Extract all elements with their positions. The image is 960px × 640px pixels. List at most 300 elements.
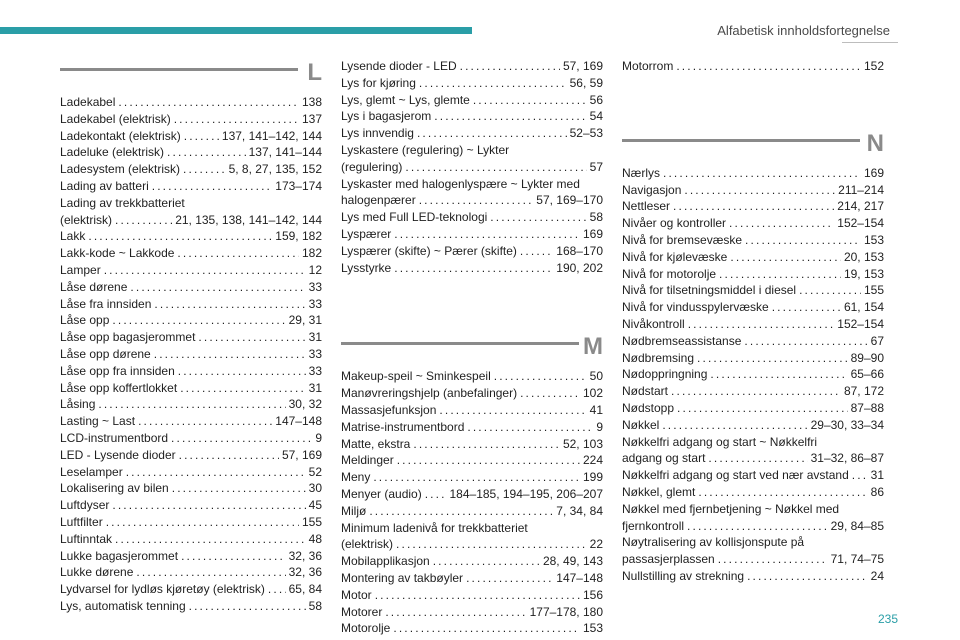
entry-row xyxy=(341,125,603,142)
entry-term: Lys, glemt ~ Lys, glemte xyxy=(341,92,470,107)
column-1 xyxy=(60,58,322,615)
entry-row xyxy=(341,469,603,486)
index-entry xyxy=(341,385,603,402)
entry-term: Nødbremseassistanse xyxy=(622,333,742,348)
entry-term: Nivå for bremsevæske xyxy=(622,232,743,247)
index-entry xyxy=(622,467,884,484)
entry-term: LCD-instrumentbord xyxy=(60,430,169,445)
dot-leader xyxy=(663,165,861,182)
dot-leader xyxy=(434,108,586,125)
dot-leader xyxy=(772,299,841,316)
entry-page-ref: 20, 153 xyxy=(843,249,884,264)
entry-term: Lakk-kode ~ Lakkode xyxy=(60,246,175,261)
entry-term: Låse dørene xyxy=(60,279,128,294)
entry-page-ref: 45 xyxy=(308,498,322,513)
dot-leader xyxy=(393,620,580,637)
dot-leader xyxy=(115,212,172,229)
index-entry xyxy=(341,125,603,142)
entry-term: Lys innvendig xyxy=(341,126,414,141)
index-list-n xyxy=(622,165,884,585)
entry-term: Luftdyser xyxy=(60,498,110,513)
dot-leader xyxy=(167,144,246,161)
entry-term: Lysende dioder - LED xyxy=(341,59,457,73)
section-rule xyxy=(622,139,860,142)
entry-page-ref: 67 xyxy=(870,333,884,348)
dot-leader xyxy=(118,94,299,111)
entry-row xyxy=(622,182,884,199)
entry-row xyxy=(341,402,603,419)
entry-row xyxy=(341,243,603,260)
dot-leader xyxy=(115,531,306,548)
entry-page-ref: 48 xyxy=(308,531,322,546)
entry-page-ref: 155 xyxy=(301,514,322,529)
entry-page-ref: 52–53 xyxy=(569,126,603,141)
entry-row xyxy=(60,111,322,128)
dot-leader xyxy=(178,363,306,380)
entry-term: Nivå for tilsetningsmiddel i diesel xyxy=(622,283,797,298)
entry-term: Ladesystem (elektrisk) xyxy=(60,162,181,177)
entry-page-ref: 9 xyxy=(596,419,603,434)
dot-leader xyxy=(688,316,835,333)
dot-leader xyxy=(419,192,534,209)
column-2 xyxy=(341,58,603,637)
entry-page-ref: 57 xyxy=(589,159,603,174)
entry-row xyxy=(622,249,884,266)
dot-leader xyxy=(396,536,587,553)
entry-term: Matrise-instrumentbord xyxy=(341,419,465,434)
entry-page-ref: 31–32, 86–87 xyxy=(810,451,884,466)
dot-leader xyxy=(112,497,305,514)
dot-leader xyxy=(673,198,834,215)
entry-page-ref: 87, 172 xyxy=(843,384,884,399)
dot-leader xyxy=(745,232,861,249)
entry-row xyxy=(60,598,322,615)
dot-leader xyxy=(710,366,847,383)
index-entry xyxy=(341,520,603,554)
entry-page-ref: 211–214 xyxy=(838,182,884,197)
section-header-l xyxy=(60,58,322,90)
entry-term: Luftinntak xyxy=(60,531,113,546)
entry-term: Lukke dørene xyxy=(60,565,134,580)
entry-row xyxy=(341,486,603,503)
entry-term: Manøvreringshjelp (anbefalinger) xyxy=(341,386,518,401)
entry-row xyxy=(622,333,884,350)
dot-leader xyxy=(698,484,867,501)
dot-leader xyxy=(662,417,807,434)
entry-row xyxy=(341,436,603,453)
index-entry xyxy=(60,312,322,329)
entry-term: Ladekabel (elektrisk) xyxy=(60,111,171,126)
index-entry xyxy=(341,58,603,75)
entry-page-ref: 138 xyxy=(301,95,322,109)
dot-leader xyxy=(799,282,861,299)
index-entry xyxy=(60,581,322,598)
index-entry xyxy=(622,299,884,316)
dot-leader xyxy=(520,243,553,260)
section-rule xyxy=(60,68,298,71)
entry-page-ref: 152 xyxy=(863,59,884,73)
entry-row xyxy=(60,94,322,111)
section-header-m xyxy=(341,332,603,364)
entry-page-ref: 9 xyxy=(315,430,322,445)
entry-page-ref: 87–88 xyxy=(850,400,884,415)
index-entry xyxy=(341,92,603,109)
dot-leader xyxy=(490,209,586,226)
section-spacer xyxy=(622,75,884,129)
index-entry xyxy=(60,564,322,581)
dot-leader xyxy=(684,182,835,199)
index-entry xyxy=(341,402,603,419)
entry-row xyxy=(622,366,884,383)
entry-term: Ladekabel xyxy=(60,95,116,109)
entry-term: Luftfilter xyxy=(60,514,103,529)
entry-row xyxy=(60,245,322,262)
entry-page-ref: 89–90 xyxy=(850,350,884,365)
entry-page-ref: 19, 153 xyxy=(843,266,884,281)
entry-row xyxy=(622,299,884,316)
entry-row xyxy=(341,604,603,621)
entry-page-ref: 199 xyxy=(582,470,603,485)
entry-page-ref: 50 xyxy=(589,369,603,384)
column-3 xyxy=(622,58,884,585)
index-entry xyxy=(341,553,603,570)
entry-term-line: Nøkkel med fjernbetjening ~ Nøkkel med xyxy=(622,501,840,516)
dot-leader xyxy=(179,447,279,464)
entry-row xyxy=(60,279,322,296)
entry-row xyxy=(622,165,884,182)
entry-page-ref: 156 xyxy=(582,587,603,602)
entry-term: Motor xyxy=(341,587,372,602)
section-rule xyxy=(341,342,579,345)
dot-leader xyxy=(744,333,867,350)
entry-page-ref: 169 xyxy=(863,165,884,180)
entry-page-ref: 155 xyxy=(863,283,884,298)
entry-term-line: Lyskastere (regulering) ~ Lykter xyxy=(341,142,510,157)
index-entry xyxy=(622,350,884,367)
index-entry xyxy=(622,198,884,215)
dot-leader xyxy=(413,436,560,453)
entry-page-ref: 30 xyxy=(308,481,322,496)
entry-term: Nærlys xyxy=(622,165,660,180)
entry-row xyxy=(60,228,322,245)
entry-row xyxy=(60,380,322,397)
index-entry xyxy=(622,182,884,199)
entry-page-ref: 147–148 xyxy=(275,414,322,429)
entry-term: Låse opp bagasjerommet xyxy=(60,330,196,345)
entry-page-ref: 152–154 xyxy=(837,216,884,231)
index-entry xyxy=(622,316,884,333)
entry-page-ref: 33 xyxy=(308,363,322,378)
entry-page-ref: 21, 135, 138, 141–142, 144 xyxy=(175,212,322,227)
entry-term: Miljø xyxy=(341,503,367,518)
entry-page-ref: 159, 182 xyxy=(275,229,322,244)
entry-page-ref: 54 xyxy=(589,109,603,124)
dot-leader xyxy=(136,564,285,581)
entry-row xyxy=(341,260,603,277)
entry-row xyxy=(622,383,884,400)
entry-row xyxy=(341,620,603,637)
entry-row xyxy=(622,316,884,333)
dot-leader xyxy=(373,469,580,486)
entry-row xyxy=(60,413,322,430)
index-entry xyxy=(341,436,603,453)
index-entry xyxy=(60,144,322,161)
entry-term: (elektrisk) xyxy=(60,212,113,227)
entry-page-ref: 71, 74–75 xyxy=(830,552,884,567)
entry-page-ref: 58 xyxy=(308,598,322,613)
entry-page-ref: 137, 141–142, 144 xyxy=(221,128,322,143)
index-entry xyxy=(60,245,322,262)
entry-page-ref: 29, 31 xyxy=(288,313,322,328)
entry-page-ref: 32, 36 xyxy=(288,565,322,580)
page-number: 235 xyxy=(877,612,898,626)
dot-leader xyxy=(130,279,305,296)
dot-leader xyxy=(708,450,807,467)
entry-page-ref: 29, 84–85 xyxy=(830,518,884,533)
entry-row xyxy=(341,419,603,436)
index-entry xyxy=(622,165,884,182)
dot-leader xyxy=(154,346,306,363)
entry-row xyxy=(60,363,322,380)
index-entry xyxy=(341,452,603,469)
entry-row xyxy=(341,209,603,226)
entry-page-ref: 57, 169 xyxy=(281,447,322,462)
entry-page-ref: 57, 169 xyxy=(562,59,603,73)
entry-page-ref: 29–30, 33–34 xyxy=(810,417,884,432)
entry-row xyxy=(622,450,884,467)
entry-row xyxy=(341,226,603,243)
entry-page-ref: 12 xyxy=(308,262,322,277)
index-entry xyxy=(622,366,884,383)
entry-term: Lys for kjøring xyxy=(341,75,416,90)
entry-page-ref: 214, 217 xyxy=(837,199,884,214)
entry-term: Ladekontakt (elektrisk) xyxy=(60,128,181,143)
entry-term: Nødstopp xyxy=(622,400,675,415)
entry-page-ref: 58 xyxy=(589,210,603,225)
entry-term: Lys, automatisk tenning xyxy=(60,598,186,613)
entry-row xyxy=(60,480,322,497)
entry-page-ref: 22 xyxy=(589,537,603,552)
entry-row xyxy=(622,215,884,232)
dot-leader xyxy=(112,312,285,329)
dot-leader xyxy=(177,245,299,262)
dot-leader xyxy=(730,249,841,266)
entry-page-ref: 65–66 xyxy=(850,367,884,382)
entry-term: Menyer (audio) xyxy=(341,486,422,501)
entry-page-ref: 33 xyxy=(308,346,322,361)
entry-row xyxy=(622,551,884,568)
dot-leader xyxy=(171,430,312,447)
entry-page-ref: 31 xyxy=(870,468,884,483)
index-entry xyxy=(622,534,884,568)
entry-row xyxy=(622,417,884,434)
entry-term-line: Minimum ladenivå for trekkbatteriet xyxy=(341,520,528,535)
index-entry xyxy=(622,484,884,501)
entry-row xyxy=(341,385,603,402)
entry-term: Lamper xyxy=(60,262,101,277)
entry-row xyxy=(622,266,884,283)
entry-page-ref: 102 xyxy=(582,386,603,401)
entry-row xyxy=(60,396,322,413)
entry-page-ref: 52, 103 xyxy=(562,436,603,451)
index-entry xyxy=(622,266,884,283)
entry-page-ref: 52 xyxy=(308,464,322,479)
entry-row xyxy=(60,430,322,447)
index-entry xyxy=(341,176,603,210)
index-entry xyxy=(341,260,603,277)
entry-row xyxy=(622,484,884,501)
entry-row xyxy=(341,570,603,587)
dot-leader xyxy=(460,58,560,75)
dot-leader xyxy=(467,419,593,436)
entry-term: Lading av batteri xyxy=(60,178,149,193)
entry-page-ref: 173–174 xyxy=(275,178,322,193)
dot-leader xyxy=(520,385,580,402)
entry-row xyxy=(622,232,884,249)
dot-leader xyxy=(671,383,841,400)
dot-leader xyxy=(747,568,868,585)
dot-leader xyxy=(394,260,553,277)
index-entry xyxy=(60,94,322,111)
index-entry xyxy=(60,329,322,346)
entry-term: Nivå for vindusspylervæske xyxy=(622,300,769,315)
index-entry xyxy=(60,178,322,195)
entry-term: Motorolje xyxy=(341,621,391,636)
dot-leader xyxy=(729,215,834,232)
index-entry xyxy=(341,209,603,226)
entry-term: Lyspærer xyxy=(341,226,392,241)
entry-page-ref: 137, 141–144 xyxy=(248,145,322,160)
index-entry xyxy=(341,108,603,125)
entry-row xyxy=(341,75,603,92)
dot-leader xyxy=(375,587,580,604)
index-list-l xyxy=(60,94,322,615)
index-entry xyxy=(341,469,603,486)
index-entry xyxy=(60,380,322,397)
entry-row xyxy=(341,108,603,125)
dot-leader xyxy=(369,503,553,520)
entry-page-ref: 33 xyxy=(308,279,322,294)
entry-row xyxy=(341,452,603,469)
entry-page-ref: 86 xyxy=(870,484,884,499)
index-entry xyxy=(622,417,884,434)
dot-leader xyxy=(184,128,219,145)
index-entry xyxy=(341,570,603,587)
index-entry xyxy=(60,128,322,145)
entry-row xyxy=(341,553,603,570)
entry-row xyxy=(60,296,322,313)
entry-page-ref: 65, 84 xyxy=(288,582,322,597)
header-rule xyxy=(842,42,898,43)
entry-row xyxy=(341,536,603,553)
entry-term: Makeup-speil ~ Sminkespeil xyxy=(341,369,491,384)
dot-leader xyxy=(181,548,286,565)
entry-term: Lys i bagasjerom xyxy=(341,109,432,124)
entry-page-ref: 31 xyxy=(308,330,322,345)
dot-leader xyxy=(719,266,841,283)
dot-leader xyxy=(494,368,587,385)
dot-leader xyxy=(473,92,587,109)
index-entry xyxy=(622,501,884,535)
index-entry xyxy=(60,598,322,615)
dot-leader xyxy=(106,514,299,531)
entry-page-ref: 24 xyxy=(870,568,884,583)
entry-row xyxy=(60,581,322,598)
dot-leader xyxy=(104,262,306,279)
entry-term: Massasjefunksjon xyxy=(341,402,437,417)
entry-term: adgang og start xyxy=(622,451,706,466)
index-entry xyxy=(622,282,884,299)
entry-term: Nullstilling av strekning xyxy=(622,568,745,583)
entry-row xyxy=(60,212,322,229)
dot-leader xyxy=(433,553,540,570)
index-entry xyxy=(341,368,603,385)
entry-term: Låse fra innsiden xyxy=(60,296,152,311)
index-entry xyxy=(60,531,322,548)
entry-term-line: Nøkkelfri adgang og start ~ Nøkkelfri xyxy=(622,434,818,449)
dot-leader xyxy=(174,111,299,128)
entry-term: Nivåkontroll xyxy=(622,316,685,331)
entry-term: Leselamper xyxy=(60,464,123,479)
entry-term: passasjerplassen xyxy=(622,552,715,567)
entry-term: LED - Lysende dioder xyxy=(60,447,176,462)
index-entry xyxy=(341,75,603,92)
dot-leader xyxy=(425,486,447,503)
entry-term: Ladeluke (elektrisk) xyxy=(60,145,165,160)
entry-term-line: Lyskaster med halogenlyspære ~ Lykter med xyxy=(341,176,580,191)
entry-term: Lydvarsel for lydløs kjøretøy (elektrisk) xyxy=(60,582,265,597)
index-entry xyxy=(60,430,322,447)
entry-row xyxy=(622,350,884,367)
dot-leader xyxy=(697,350,848,367)
entry-term: Nødoppringning xyxy=(622,367,708,382)
entry-page-ref: 153 xyxy=(582,621,603,636)
entry-page-ref: 169 xyxy=(582,226,603,241)
index-entry xyxy=(622,400,884,417)
entry-row xyxy=(60,128,322,145)
entry-row xyxy=(60,329,322,346)
dot-leader xyxy=(88,228,272,245)
entry-term: Matte, ekstra xyxy=(341,436,411,451)
index-entry xyxy=(622,232,884,249)
dot-leader xyxy=(154,296,305,313)
entry-term: Montering av takbøyler xyxy=(341,570,464,585)
index-entry xyxy=(341,226,603,243)
entry-term: (elektrisk) xyxy=(341,537,394,552)
entry-row xyxy=(60,447,322,464)
index-entry xyxy=(622,333,884,350)
header-accent-bar xyxy=(0,27,472,34)
index-entry xyxy=(341,419,603,436)
entry-term-line: Nøytralisering av kollisjonspute på xyxy=(622,535,805,550)
index-entry xyxy=(60,195,322,229)
index-entry xyxy=(622,249,884,266)
entry-row xyxy=(60,178,322,195)
index-entry xyxy=(622,383,884,400)
index-entry xyxy=(60,279,322,296)
entry-row xyxy=(341,587,603,604)
dot-leader xyxy=(385,604,526,621)
index-entry xyxy=(60,480,322,497)
entry-page-ref: 28, 49, 143 xyxy=(542,554,603,569)
index-entry xyxy=(341,620,603,637)
entry-term: Nivå for motorolje xyxy=(622,266,717,281)
index-entry xyxy=(622,434,884,468)
entry-row xyxy=(60,262,322,279)
entry-row xyxy=(622,198,884,215)
entry-row xyxy=(60,346,322,363)
entry-term: Nødstart xyxy=(622,384,669,399)
